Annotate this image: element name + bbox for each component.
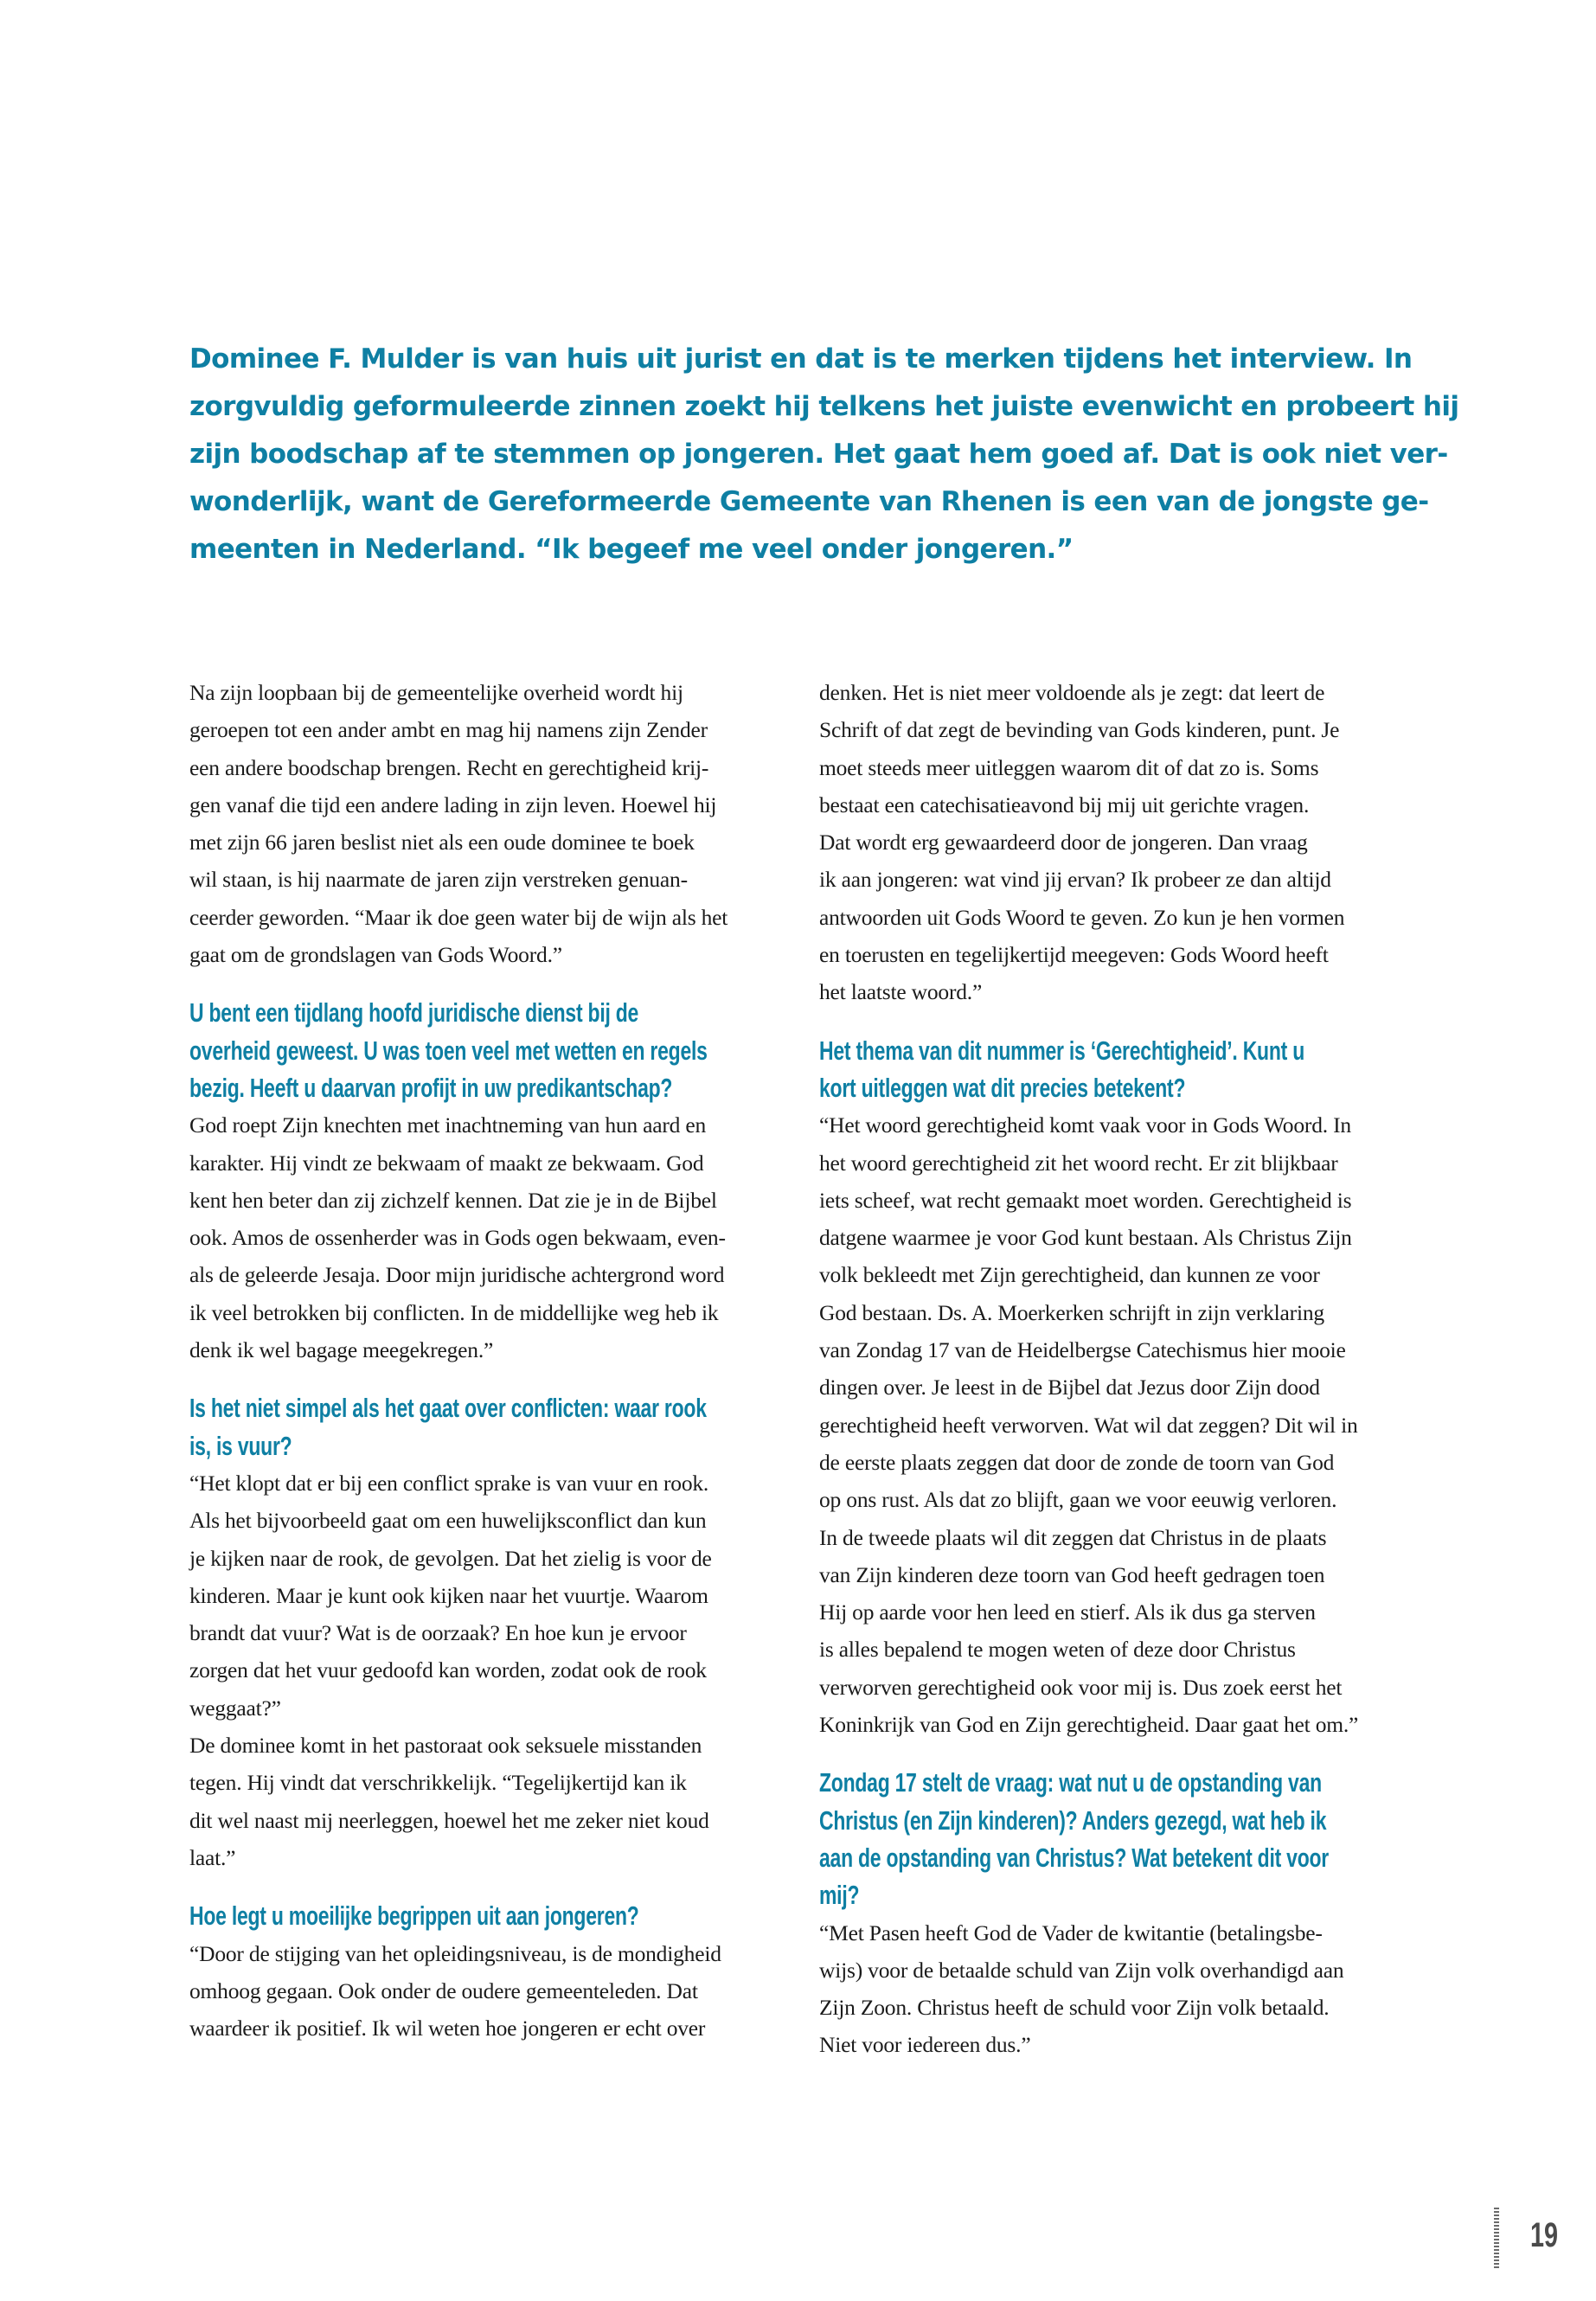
- body-line: Dat wordt erg gewaardeerd door de jongeren. Dan vraag: [819, 830, 1308, 856]
- body-line: verworven gerechtigheid ook voor mij is. Dus zoek eerst het: [819, 1674, 1343, 1700]
- body-line: Na zijn loopbaan bij de gemeentelijke overheid wordt hij: [189, 680, 683, 705]
- interview-question: [819, 1032, 1425, 1107]
- body-line: en toerusten en tegelijkertijd meegeven: Gods Woord heeft: [819, 942, 1329, 968]
- question-line: kort uitleggen wat dit precies betekent?: [819, 1072, 1186, 1103]
- body-line: omhoog gegaan. Ook onder de oudere gemeenteleden. Dat: [189, 1977, 698, 2003]
- page-footer: [1492, 2208, 1579, 2270]
- lead-line: zorgvuldig geformuleerde zinnen zoekt hij telkens het juiste evenwicht en probeert hij: [189, 391, 1459, 422]
- body-line: weggaat?”: [189, 1695, 281, 1721]
- body-line: met zijn 66 jaren beslist niet als een oude dominee te boek: [189, 830, 695, 856]
- interview-answer: [189, 1935, 795, 2048]
- question-line: aan de opstanding van Christus? Wat betekent dit voor: [819, 1842, 1329, 1873]
- body-line: gerechtigheid heeft verworven. Wat wil dat zeggen? Dit wil in: [819, 1412, 1358, 1438]
- interview-answer: [189, 1465, 795, 1876]
- body-line: denken. Het is niet meer voldoende als je zegt: dat leert de: [819, 680, 1325, 705]
- body-line: wil staan, is hij naarmate de jaren zijn verstreken genuan-: [189, 867, 688, 893]
- body-line: kent hen beter dan zij zichzelf kennen. Dat zie je in de Bijbel: [189, 1187, 717, 1213]
- body-line: iets scheef, wat recht gemaakt moet worden. Gerechtigheid is: [819, 1187, 1352, 1213]
- body-line: karakter. Hij vindt ze bekwaam of maakt ze bekwaam. God: [189, 1150, 704, 1176]
- opening-paragraph: [189, 674, 795, 973]
- body-line: “Met Pasen heeft God de Vader de kwitantie (betalingsbe-: [819, 1920, 1323, 1945]
- body-line: De dominee komt in het pastoraat ook seksuele misstanden: [189, 1733, 702, 1759]
- body-line: dingen over. Je leest in de Bijbel dat Jezus door Zijn dood: [819, 1375, 1320, 1400]
- body-line: is alles bepalend te mogen weten of deze door Christus: [819, 1637, 1296, 1663]
- body-line: wijs) voor de betaalde schuld van Zijn volk overhandigd aan: [819, 1957, 1344, 1983]
- body-line: In de tweede plaats wil dit zeggen dat Christus in de plaats: [819, 1524, 1327, 1550]
- body-line: denk ik wel bagage meegekregen.”: [189, 1337, 494, 1363]
- interview-question: [189, 994, 795, 1106]
- body-line: Zijn Zoon. Christus heeft de schuld voor Zijn volk betaald.: [819, 1995, 1330, 2021]
- body-line: ik veel betrokken bij conflicten. In de middellijke weg heb ik: [189, 1299, 719, 1325]
- body-line: datgene waarmee je voor God kunt bestaan. Als Christus Zijn: [819, 1225, 1352, 1251]
- body-line: ik aan jongeren: wat vind jij ervan? Ik probeer ze dan altijd: [819, 867, 1331, 893]
- body-line: God roept Zijn knechten met inachtneming van hun aard en: [189, 1112, 707, 1138]
- question-line: Christus (en Zijn kinderen)? Anders gezegd, wat heb ik: [819, 1804, 1327, 1836]
- interview-question: [819, 1764, 1425, 1913]
- body-line: “Het woord gerechtigheid komt vaak voor in Gods Woord. In: [819, 1112, 1351, 1138]
- interview-answer: [189, 1106, 795, 1368]
- body-line: “Door de stijging van het opleidingsniveau, is de mondigheid: [189, 1940, 721, 1966]
- question-line: U bent een tijdlang hoofd juridische dienst bij de: [189, 997, 639, 1029]
- body-line: laat.”: [189, 1844, 236, 1870]
- body-line: volk bekleedt met Zijn gerechtigheid, dan kunnen ze voor: [819, 1262, 1320, 1288]
- page-number: 19: [1530, 2216, 1559, 2254]
- question-line: Is het niet simpel als het gaat over conflicten: waar rook: [189, 1393, 707, 1424]
- question-line: bezig. Heeft u daarvan profijt in uw predikantschap?: [189, 1072, 673, 1103]
- body-line: Koninkrijk van God en Zijn gerechtigheid. Daar gaat het om.”: [819, 1712, 1359, 1738]
- question-line: is, is vuur?: [189, 1430, 292, 1461]
- body-line: van Zijn kinderen deze toorn van God heeft gedragen toen: [819, 1561, 1325, 1587]
- body-line: bestaat een catechisatieavond bij mij uit gerichte vragen.: [819, 792, 1310, 817]
- body-line: brandt dat vuur? Wat is de oorzaak? En hoe kun je ervoor: [189, 1620, 687, 1646]
- body-line: Niet voor iedereen dus.”: [819, 2032, 1031, 2058]
- body-line: tegen. Hij vindt dat verschrikkelijk. “Tegelijkertijd kan ik: [189, 1770, 687, 1796]
- question-line: overheid geweest. U was toen veel met wetten en regels: [189, 1035, 708, 1066]
- body-line: antwoorden uit Gods Woord te geven. Zo kun je hen vormen: [819, 904, 1345, 930]
- question-line: Het thema van dit nummer is ‘Gerechtigheid’. Kunt u: [819, 1035, 1305, 1066]
- lead-line: zijn boodschap af te stemmen op jongeren. Het gaat hem goed af. Dat is ook niet ver-: [189, 439, 1448, 470]
- left-column: [189, 674, 795, 2047]
- interview-question: [189, 1389, 795, 1465]
- question-line: mij?: [819, 1880, 860, 1911]
- body-line: op ons rust. Als dat zo blijft, gaan we voor eeuwig verloren.: [819, 1487, 1337, 1513]
- body-line: het laatste woord.”: [819, 979, 983, 1005]
- right-column: [819, 674, 1425, 2064]
- body-line: als de geleerde Jesaja. Door mijn juridische achtergrond word: [189, 1262, 725, 1288]
- body-line: geroepen tot een ander ambt en mag hij namens zijn Zender: [189, 717, 708, 743]
- lead-line: Dominee F. Mulder is van huis uit jurist en dat is te merken tijdens het interview. In: [189, 343, 1413, 375]
- body-line: Hij op aarde voor hen leed en stierf. Als ik dus ga sterven: [819, 1599, 1316, 1625]
- continuation-paragraph: [819, 674, 1425, 1011]
- interview-question: [189, 1897, 795, 1934]
- body-line: ook. Amos de ossenherder was in Gods ogen bekwaam, even-: [189, 1225, 726, 1251]
- body-line: waardeer ik positief. Ik wil weten hoe jongeren er echt over: [189, 2016, 706, 2041]
- body-line: je kijken naar de rook, de gevolgen. Dat het zielig is voor de: [189, 1545, 712, 1571]
- body-line: Schrift of dat zegt de bevinding van Gods kinderen, punt. Je: [819, 717, 1340, 743]
- lead-line: meenten in Nederland. “Ik begeef me veel onder jongeren.”: [189, 534, 1074, 565]
- body-line: van Zondag 17 van de Heidelbergse Catechismus hier mooie: [819, 1337, 1346, 1363]
- hatched-rule-icon: [1494, 2208, 1499, 2270]
- body-line: gen vanaf die tijd een andere lading in zijn leven. Hoewel hij: [189, 792, 717, 817]
- lead-paragraph: [189, 336, 1459, 574]
- body-line: dit wel naast mij neerleggen, hoewel het me zeker niet koud: [189, 1807, 709, 1833]
- body-line: gaat om de grondslagen van Gods Woord.”: [189, 942, 562, 968]
- body-line: zorgen dat het vuur gedoofd kan worden, zodat ook de rook: [189, 1657, 707, 1683]
- body-line: het woord gerechtigheid zit het woord recht. Er zit blijkbaar: [819, 1150, 1338, 1176]
- body-line: een andere boodschap brengen. Recht en gerechtigheid krij-: [189, 754, 709, 780]
- body-line: kinderen. Maar je kunt ook kijken naar het vuurtje. Waarom: [189, 1582, 708, 1608]
- body-line: God bestaan. Ds. A. Moerkerken schrijft in zijn verklaring: [819, 1299, 1324, 1325]
- body-line: “Het klopt dat er bij een conflict sprake is van vuur en rook.: [189, 1470, 709, 1496]
- lead-line: wonderlijk, want de Gereformeerde Gemeente van Rhenen is een van de jongste ge-: [189, 486, 1429, 517]
- interview-answer: [819, 1914, 1425, 2064]
- body-line: de eerste plaats zeggen dat door de zonde de toorn van God: [819, 1449, 1335, 1475]
- body-line: moet steeds meer uitleggen waarom dit of dat zo is. Soms: [819, 754, 1319, 780]
- question-line: Hoe legt u moeilijke begrippen uit aan jongeren?: [189, 1900, 639, 1932]
- question-line: Zondag 17 stelt de vraag: wat nut u de opstanding van: [819, 1767, 1322, 1798]
- interview-answer: [819, 1106, 1425, 1743]
- body-line: ceerder geworden. “Maar ik doe geen water bij de wijn als het: [189, 904, 728, 930]
- body-line: Als het bijvoorbeeld gaat om een huwelijksconflict dan kun: [189, 1508, 707, 1534]
